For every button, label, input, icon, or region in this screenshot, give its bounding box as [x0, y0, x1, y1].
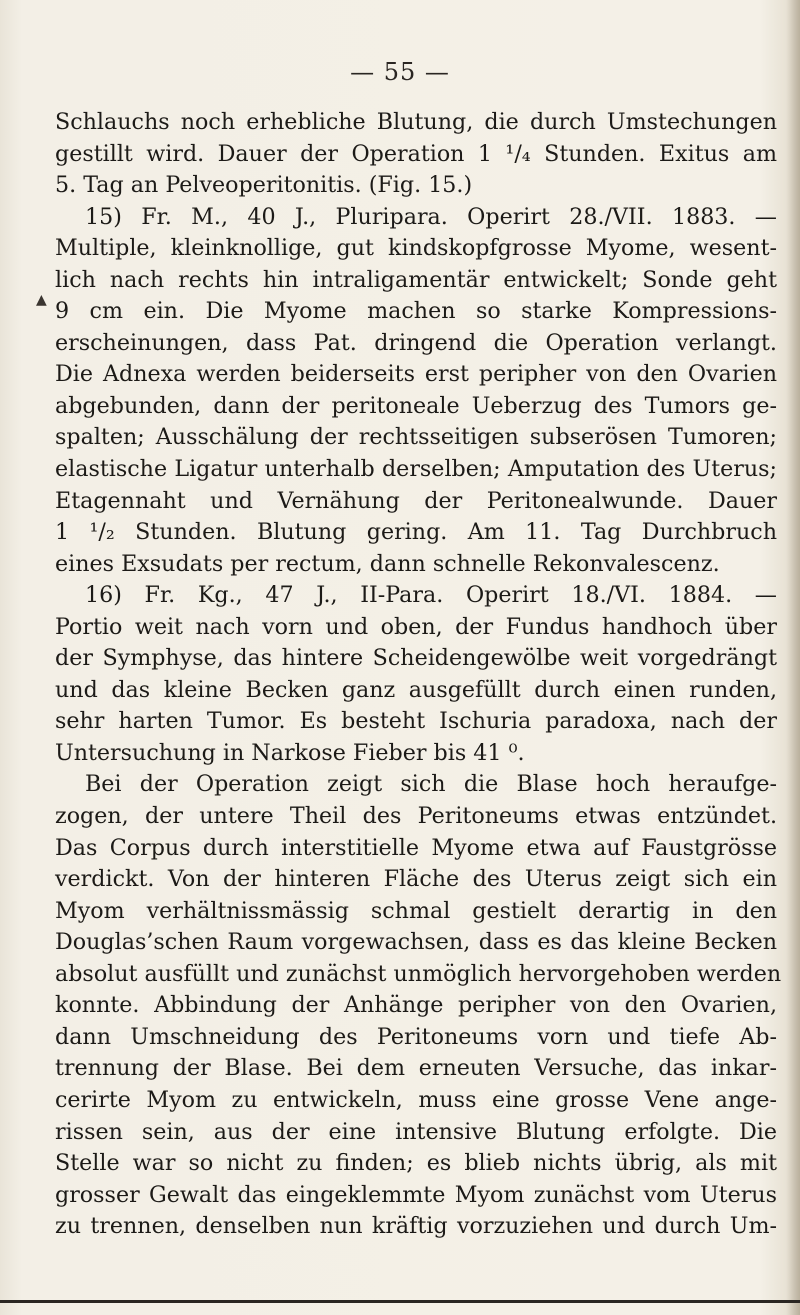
- text-line: Myom verhältnissmässig schmal gestielt derartig in den: [55, 897, 777, 924]
- page-edge: [786, 0, 800, 1315]
- text-line: Untersuchung in Narkose Fieber bis 41 ⁰.: [55, 739, 525, 766]
- text-line: Multiple, kleinknollige, gut kindskopfgrosse Myome, wesent-: [55, 235, 777, 262]
- text-line: und das kleine Becken ganz ausgefüllt durch einen runden,: [55, 676, 777, 703]
- text-line: Stelle war so nicht zu finden; es blieb nichts übrig, als mit: [55, 1150, 777, 1177]
- text-line: Das Corpus durch interstitielle Myome etwa auf Faustgrösse: [55, 834, 777, 861]
- text-line: abgebunden, dann der peritoneale Ueberzug des Tumors ge-: [55, 392, 777, 419]
- margin-mark: ▲: [36, 292, 47, 308]
- text-line: Die Adnexa werden beiderseits erst peripher von den Ovarien: [55, 361, 777, 388]
- text-line: zu trennen, denselben nun kräftig vorzuziehen und durch Um-: [55, 1213, 777, 1240]
- text-line: Bei der Operation zeigt sich die Blase hoch heraufge-: [85, 771, 777, 798]
- text-line: 9 cm ein. Die Myome machen so starke Kompressions-: [55, 298, 777, 325]
- text-line: Schlauchs noch erhebliche Blutung, die durch Umstechungen: [55, 109, 777, 135]
- text-line: trennung der Blase. Bei dem erneuten Versuche, das inkar-: [55, 1055, 777, 1082]
- page-bottom-rule: [0, 1300, 800, 1303]
- text-line: der Symphyse, das hintere Scheidengewölbe weit vorgedrängt: [55, 645, 777, 672]
- text-line: sehr harten Tumor. Es besteht Ischuria paradoxa, nach der: [55, 708, 777, 735]
- text-line: spalten; Ausschälung der rechtsseitigen subserösen Tumoren;: [55, 424, 777, 451]
- page-number: — 55 —: [350, 58, 450, 86]
- text-line: erscheinungen, dass Pat. dringend die Operation verlangt.: [55, 329, 777, 356]
- text-line: lich nach rechts hin intraligamentär entwickelt; Sonde geht: [55, 266, 777, 293]
- text-line: gestillt wird. Dauer der Operation 1 ¹/₄ Stunden. Exitus am: [55, 140, 777, 167]
- text-line: 5. Tag an Pelveoperitonitis. (Fig. 15.): [55, 172, 473, 199]
- text-line: Douglas’schen Raum vorgewachsen, dass es das kleine Becken: [55, 929, 777, 956]
- text-line: dann Umschneidung des Peritoneums vorn und tiefe Ab-: [55, 1023, 777, 1050]
- text-line: 15) Fr. M., 40 J., Pluripara. Operirt 28./VII. 1883. —: [85, 203, 777, 230]
- text-line: zogen, der untere Theil des Peritoneums etwas entzündet.: [55, 803, 777, 830]
- text-line: Portio weit nach vorn und oben, der Fundus handhoch über: [55, 613, 777, 640]
- text-line: eines Exsudats per rectum, dann schnelle Rekonvalescenz.: [55, 550, 720, 577]
- text-line: Etagennaht und Vernähung der Peritonealwunde. Dauer: [55, 487, 777, 514]
- text-line: absolut ausfüllt und zunächst unmöglich hervorgehoben werden: [55, 960, 782, 987]
- text-line: konnte. Abbindung der Anhänge peripher von den Ovarien,: [55, 992, 777, 1019]
- text-line: cerirte Myom zu entwickeln, muss eine grosse Vene ange-: [55, 1086, 777, 1113]
- text-line: verdickt. Von der hinteren Fläche des Uterus zeigt sich ein: [55, 866, 777, 893]
- text-line: elastische Ligatur unterhalb derselben; Amputation des Uterus;: [55, 456, 777, 483]
- text-line: 1 ¹/₂ Stunden. Blutung gering. Am 11. Tag Durchbruch: [55, 519, 777, 546]
- body-text: [55, 107, 782, 1243]
- text-line: rissen sein, aus der eine intensive Blutung erfolgte. Die: [55, 1118, 777, 1145]
- text-line: grosser Gewalt das eingeklemmte Myom zunächst vom Uterus: [55, 1181, 777, 1208]
- text-line: 16) Fr. Kg., 47 J., II-Para. Operirt 18./VI. 1884. —: [85, 582, 777, 609]
